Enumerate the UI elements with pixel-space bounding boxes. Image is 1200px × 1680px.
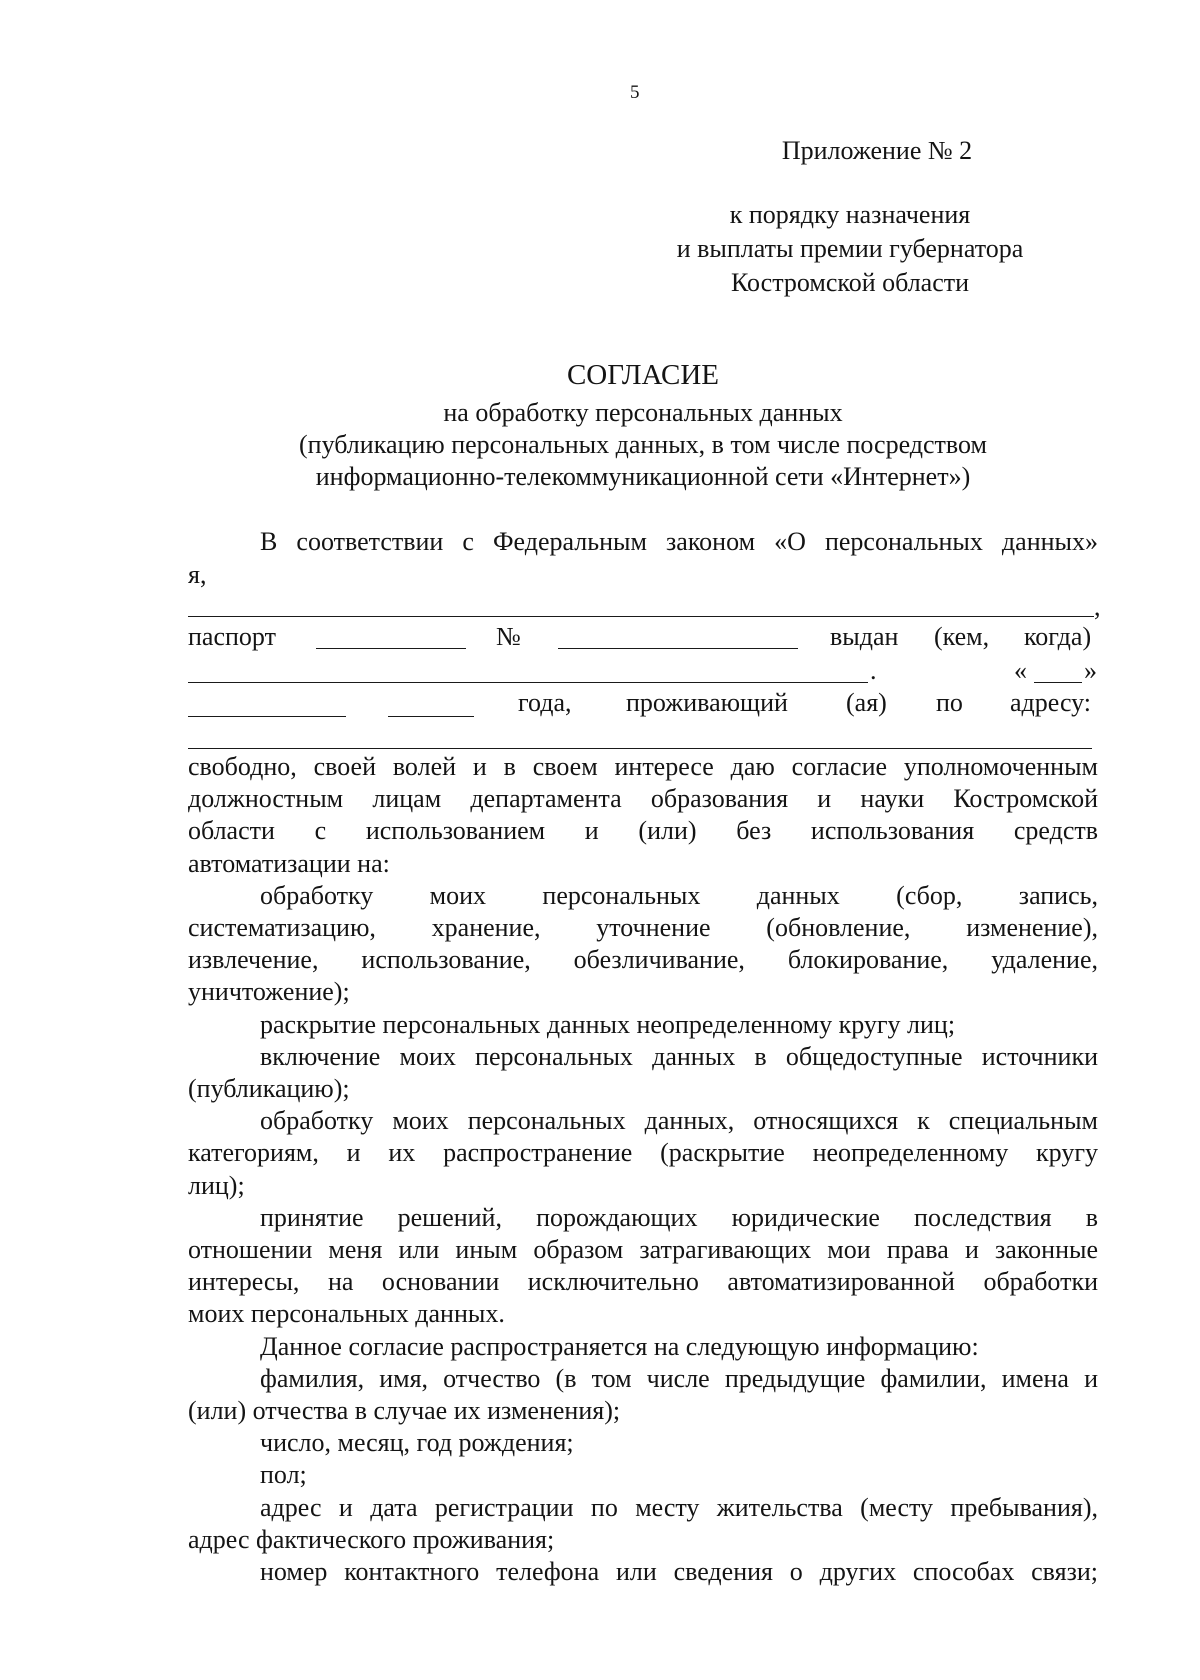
appendix-line: Костромской области — [730, 268, 970, 297]
address-blank-line[interactable] — [188, 748, 1092, 749]
residing-suffix: (ая) — [846, 688, 887, 717]
body-line: моих персональных данных. — [188, 1299, 505, 1328]
issue-month-blank[interactable] — [188, 716, 346, 717]
residing-label: проживающий — [626, 688, 788, 717]
body-line: лиц); — [188, 1171, 245, 1200]
address-label: адресу: — [1010, 688, 1092, 717]
body-line: категориям, и их распространение (раскрытие неопределенному кругу — [188, 1138, 1098, 1167]
body-line: должностным лицам департамента образования и науки Костромской — [188, 784, 1098, 813]
document-title: СОГЛАСИЕ — [566, 359, 720, 391]
body-line: интересы, на основании исключительно автоматизированной обработки — [188, 1267, 1098, 1296]
body-line: Данное согласие распространяется на следующую информацию: — [260, 1332, 979, 1361]
document-subtitle: информационно-телекоммуникационной сети «Интернет») — [315, 462, 971, 491]
quote-close: » — [1084, 656, 1097, 685]
form-intro: В соответствии с Федеральным законом «О персональных данных» — [260, 527, 1098, 556]
body-line: номер контактного телефона или сведения о других способах связи; — [260, 1557, 1098, 1586]
issued-when-label: когда) — [1024, 622, 1092, 651]
body-line: адрес и дата регистрации по месту жительства (месту пребывания), — [260, 1493, 1098, 1522]
appendix-title: Приложение № 2 — [781, 136, 973, 165]
issuer-dot: . — [870, 656, 877, 685]
appendix-line: и выплаты премии губернатора — [676, 234, 1024, 263]
body-line: число, месяц, год рождения; — [260, 1428, 574, 1457]
body-line: свободно, своей волей и в своем интересе даю согласие уполномоченным — [188, 752, 1098, 781]
year-label: года, — [518, 688, 572, 717]
body-line: пол; — [260, 1460, 307, 1489]
at-label: по — [936, 688, 963, 717]
page-number: 5 — [630, 82, 640, 103]
form-ya: я, — [188, 560, 207, 589]
body-line: области с использованием и (или) без использования средств — [188, 816, 1098, 845]
body-line: систематизацию, хранение, уточнение (обновление, изменение), — [188, 913, 1098, 942]
body-line: обработку моих персональных данных (сбор, запись, — [260, 881, 1098, 910]
body-line: адрес фактического проживания; — [188, 1525, 555, 1554]
body-line: автоматизации на: — [188, 849, 390, 878]
passport-number-sign: № — [496, 622, 521, 651]
passport-number-blank[interactable] — [558, 648, 798, 649]
issued-by-label: (кем, — [934, 622, 990, 651]
body-line: принятие решений, порождающих юридические последствия в — [260, 1203, 1098, 1232]
body-line: (или) отчества в случае их изменения); — [188, 1396, 621, 1425]
body-line: (публикацию); — [188, 1074, 350, 1103]
issue-day-blank[interactable] — [1034, 682, 1082, 683]
appendix-line: к порядку назначения — [729, 200, 971, 229]
issue-year-blank[interactable] — [388, 716, 474, 717]
body-line: извлечение, использование, обезличивание, блокирование, удаление, — [188, 945, 1098, 974]
quote-open: « — [1014, 656, 1027, 685]
passport-label: паспорт — [188, 622, 276, 651]
body-line: уничтожение); — [188, 977, 350, 1006]
document-subtitle: (публикацию персональных данных, в том числе посредством — [299, 430, 987, 459]
body-line: раскрытие персональных данных неопределенному кругу лиц; — [260, 1010, 956, 1039]
body-line: отношении меня или иным образом затрагивающих мои права и законные — [188, 1235, 1098, 1264]
fullname-comma: , — [1094, 592, 1101, 621]
body-line: обработку моих персональных данных, относящихся к специальным — [260, 1106, 1098, 1135]
fullname-blank-line[interactable] — [188, 616, 1094, 617]
body-line: фамилия, имя, отчество (в том числе предыдущие фамилии, имена и — [260, 1364, 1098, 1393]
passport-series-blank[interactable] — [316, 648, 466, 649]
body-line: включение моих персональных данных в общедоступные источники — [260, 1042, 1098, 1071]
document-subtitle: на обработку персональных данных — [443, 398, 843, 427]
issuer-blank-line[interactable] — [188, 682, 868, 683]
issued-label: выдан — [830, 622, 899, 651]
